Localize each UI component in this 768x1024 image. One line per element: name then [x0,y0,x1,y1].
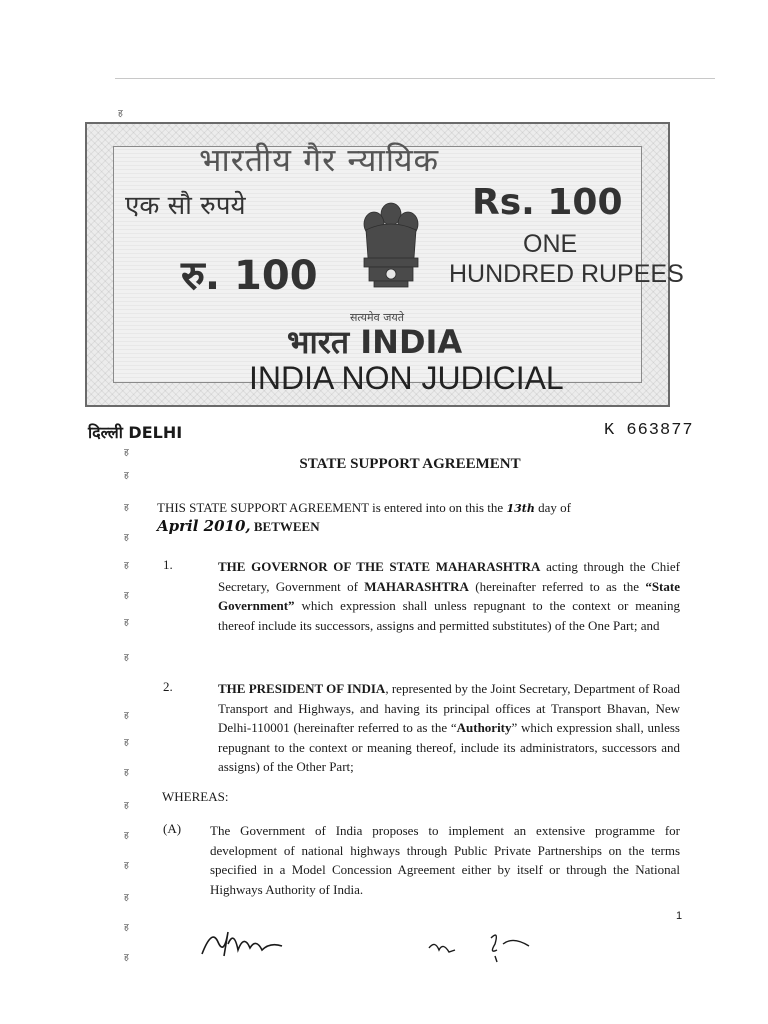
svg-text:ह: ह [124,561,129,571]
svg-text:ह: ह [124,831,129,841]
party-clause [218,679,680,777]
stamp-non-judicial: INDIA NON JUDICIAL [249,360,564,396]
svg-text:ह: ह [124,533,129,543]
stamp-hindi-amount: एक सौ रुपये [125,191,246,221]
svg-text:ह: ह [124,618,129,628]
handwritten-date: April 2010, [157,517,251,535]
svg-text:ह: ह [124,861,129,871]
stamp-rs-amount: Rs. 100 [472,182,623,223]
party-defined-term: “State Government” [218,578,680,614]
intro-line-1 [157,498,680,519]
stamp-hindi-heading: भारतीय गैर न्यायिक [199,141,440,179]
svg-text:ह: ह [118,109,123,119]
document-title: STATE SUPPORT AGREEMENT [299,456,521,472]
intro-text-post: day of [538,500,571,515]
stamp-bharat-india: भारत INDIA [287,323,463,361]
party-defined-term: Authority [456,720,512,736]
stamp-paper [85,122,684,407]
party-lead: THE GOVERNOR OF THE STATE MAHARASHTRA [218,559,541,574]
party-number: 2. [163,679,173,694]
party-clause [218,557,680,635]
party-text: , represented by the Joint Secretary, Department of Road Transport and Highways, and having its principal offices at Transport Bhavan, New Delhi-110001 (hereinafter referred to as the “ [218,681,680,736]
party-state-name: MAHARASHTRA [364,578,469,594]
svg-text:ह: ह [124,503,129,513]
svg-text:ह: ह [124,591,129,601]
svg-text:ह: ह [124,711,129,721]
signature-initials-2 [425,926,535,966]
party-text: (hereinafter referred to as the [468,578,646,594]
party-lead: THE PRESIDENT OF INDIA [218,681,386,696]
intro-line-2 [157,517,680,537]
top-rule [115,78,715,79]
location-label: दिल्ली DELHI [88,423,183,442]
svg-text:ह: ह [124,953,129,963]
svg-text:ह: ह [124,471,129,481]
svg-text:ह: ह [124,893,129,903]
svg-text:ह: ह [124,923,129,933]
stamp-motto: सत्यमेव जयते [350,311,405,324]
svg-text:ह: ह [124,768,129,778]
stamp-hindi-rs-amount: रु. 100 [181,253,318,299]
stamp-serial-number: K 663877 [604,421,694,440]
stamp-amount-words-2: HUNDRED RUPEES [449,260,684,288]
svg-text:ह: ह [124,801,129,811]
between-label: BETWEEN [253,519,320,534]
party-text: which expression shall unless repugnant to the context or meaning thereof include its successors, assigns and permitted substitutes) of the One Part; and [218,598,680,633]
signature-initials-1 [198,920,288,962]
recital-text: The Government of India proposes to implement an extensive programme for development of national highways through Public Private Partnerships on the terms specified in a Model Concession Agreement either by itself or through the National Highways Authority of India. [210,823,680,897]
party-text: acting through the Chief Secretary, Government of [218,559,680,594]
intro-text-pre: THIS STATE SUPPORT AGREEMENT is entered into on this the [157,500,504,515]
svg-text:ह: ह [124,738,129,748]
handwritten-day: 13th [506,502,535,515]
national-emblem-icon [352,196,430,308]
party-text: ” which expression shall, unless repugnant to the context or meaning thereof, include its administrators, successors and assigns) of the Other Part; [218,720,680,775]
party-number: 1. [163,557,173,572]
whereas-heading: WHEREAS: [162,789,229,804]
recital-label: (A) [163,821,182,836]
page-number: 1 [676,910,683,922]
svg-text:ह: ह [124,448,129,458]
svg-text:ह: ह [124,653,129,663]
stamp-amount-words-1: ONE [523,230,578,258]
